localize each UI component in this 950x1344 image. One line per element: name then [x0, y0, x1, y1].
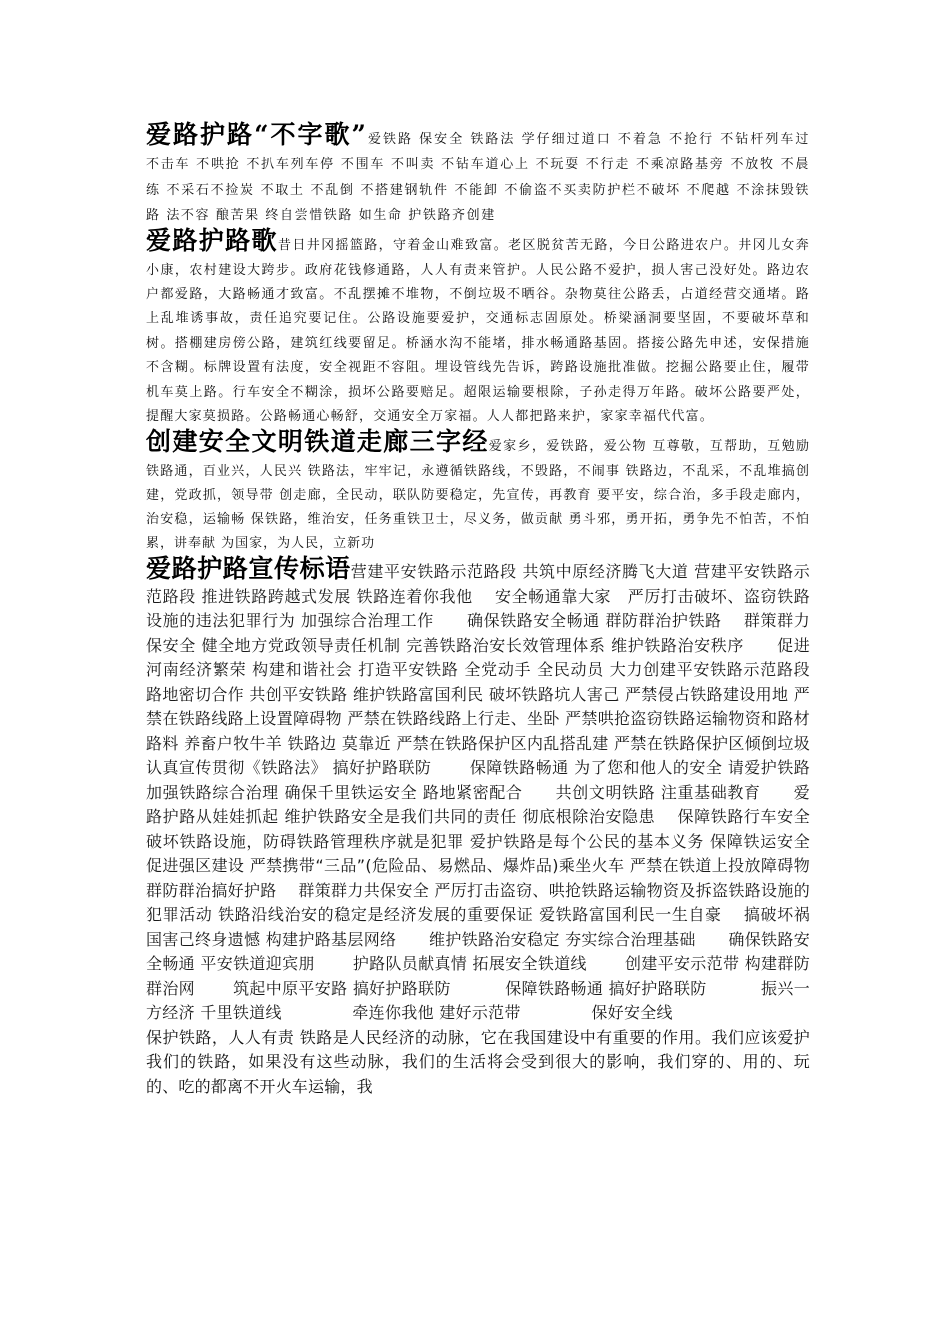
section-body: 爱家乡，爱铁路，爱公物 互尊敬，互帮助，互勉励铁路通，百业兴，人民兴 铁路法，牢牢记，永遵循铁路线，不毁路，不闹事 铁路边，不乱采，不乱堆搞创建，党政抓，领导带 创走廊，全民动，联队防要稳定，先宣传，再教育 要平安，综合治，多手段走廊内，治安稳，运输畅 保铁路，维治安，任务重铁卫士，尽义务，做贡献 勇斗邪，勇开拓，勇争先不怕苦，不怕累，讲奉献 为国家，为人民，立新功 [146, 439, 810, 552]
section-road-care-song [146, 228, 810, 429]
section-heading: 创建安全文明铁道走廊三字经 [146, 427, 489, 457]
section-body: 营建平安铁路示范路段 共筑中原经济腾飞大道 营建平安铁路示范路段 推进铁路跨越式发展 铁路连着你我他 安全畅通靠大家 严厉打击破坏、盗窃铁路设施的违法犯罪行为 加强综合治理工作 确保铁路安全畅通 群防群治护铁路 群策群力保安全 健全地方党政领导责任机制 完善铁路治安长效管理体系 维护铁路治安秩序 促进河南经济繁荣 构建和谐社会 打造平安铁路 全党动手 全民动员 大力创建平安铁路示范路段 路地密切合作 共创平安铁路 维护铁路富国利民 破坏铁路坑人害己 严禁侵占铁路建设用地 严禁在铁路线路上设置障碍物 严禁在铁路线路上行走、坐卧 严禁哄抢盗窃铁路运输物资和路材路料 养畜户牧牛羊 铁路边 莫靠近 严禁在铁路保护区内乱搭乱建 严禁在铁路保护区倾倒垃圾 认真宣传贯彻《铁路法》 搞好护路联防 保障铁路畅通 为了您和他人的安全 请爱护铁路 加强铁路综合治理 确保千里铁运安全 路地紧密配合 共创文明铁路 注重基础教育 爱路护路从娃娃抓起 维护铁路安全是我们共同的责任 彻底根除治安隐患 保障铁路行车安全 破坏铁路设施，防碍铁路管理秩序就是犯罪 爱护铁路是每个公民的基本义务 保障铁运安全 促进强区建设 严禁携带“三品”(危险品、易燃品、爆炸品)乘坐火车 严禁在铁道上投放障碍物 群防群治搞好护路 群策群力共保安全 严厉打击盗窃、哄抢铁路运输物资及拆盗铁路设施的犯罪活动 铁路沿线治安的稳定是经济发展的重要保证 爱铁路富国利民一生自豪 搞破坏祸国害己终身遗憾 构建护路基层网络 维护铁路治安稳定 夯实综合治理基础 确保铁路安全畅通 平安铁道迎宾朋 护路队员献真情 拓展安全铁道线 创建平安示范带 构建群防群治网 筑起中原平安路 搞好护路联防 保障铁路畅通 搞好护路联防 振兴一方经济 千里铁道线 牵连你我他 建好示范带 保好安全线 [146, 562, 832, 1023]
section-three-character-classic [146, 429, 810, 556]
section-body: 爱铁路 保安全 铁路法 学仔细过道口 不着急 不抢行 不钻杆列车过 不击车 不哄抢 不扒车列车停 不围车 不叫卖 不钻车道心上 不玩耍 不行走 不乘凉路基旁 不放牧 不晨练 不采石不捡炭 不取土 不乱倒 不搭建钢轨件 不能卸 不偷盗不买卖防护栏不破坏 不爬越 不涂抹毁铁路 法不容 酿苦果 终自尝惜铁路 如生命 护铁路齐创建 [146, 132, 810, 223]
section-heading: 爱路护路歌 [146, 226, 278, 256]
section-slogans [146, 554, 832, 1026]
section-body: 昔日井冈摇篮路，守着金山难致富。老区脱贫苦无路，今日公路进农户。井冈儿女奔小康，农村建设大跨步。政府花钱修通路，人人有责来管护。人民公路不爱护，损人害己没好处。路边农户都爱路，大路畅通才致富。不乱摆摊不堆物，不倒垃圾不晒谷。杂物莫往公路丢，占道经营交通堵。路上乱堆诱事故，责任追究要记住。公路设施要爱护，交通标志固原处。桥梁涵洞要坚固，不要破坏草和树。搭棚建房傍公路，建筑红线要留足。桥涵水沟不能堵，排水畅通路基固。搭接公路先申述，安保措施不含糊。标牌设置有法度，安全视距不容阻。埋设管线先告诉，跨路设施批准做。挖掘公路要止住，履带机车莫上路。行车安全不糊涂，损坏公路要赔足。超限运输要根除，子孙走得万年路。破坏公路要严处，提醒大家莫损路。公路畅通心畅舒，交通安全万家福。人人都把路来护，家家幸福代代富。 [146, 238, 810, 425]
section-no-word-song [146, 122, 810, 228]
section-heading: 爱路护路“不字歌” [146, 120, 368, 149]
section-protect-railway [146, 1026, 810, 1100]
section-body: 保护铁路，人人有责 铁路是人民经济的动脉，它在我国建设中有重要的作用。我们应该爱护我们的铁路，如果没有这些动脉，我们的生活将会受到很大的影响，我们穿的、用的、玩的、吃的都离不开火车运输，我 [146, 1027, 810, 1096]
section-heading: 爱路护路宣传标语 [146, 554, 351, 584]
document-page [146, 120, 832, 1099]
